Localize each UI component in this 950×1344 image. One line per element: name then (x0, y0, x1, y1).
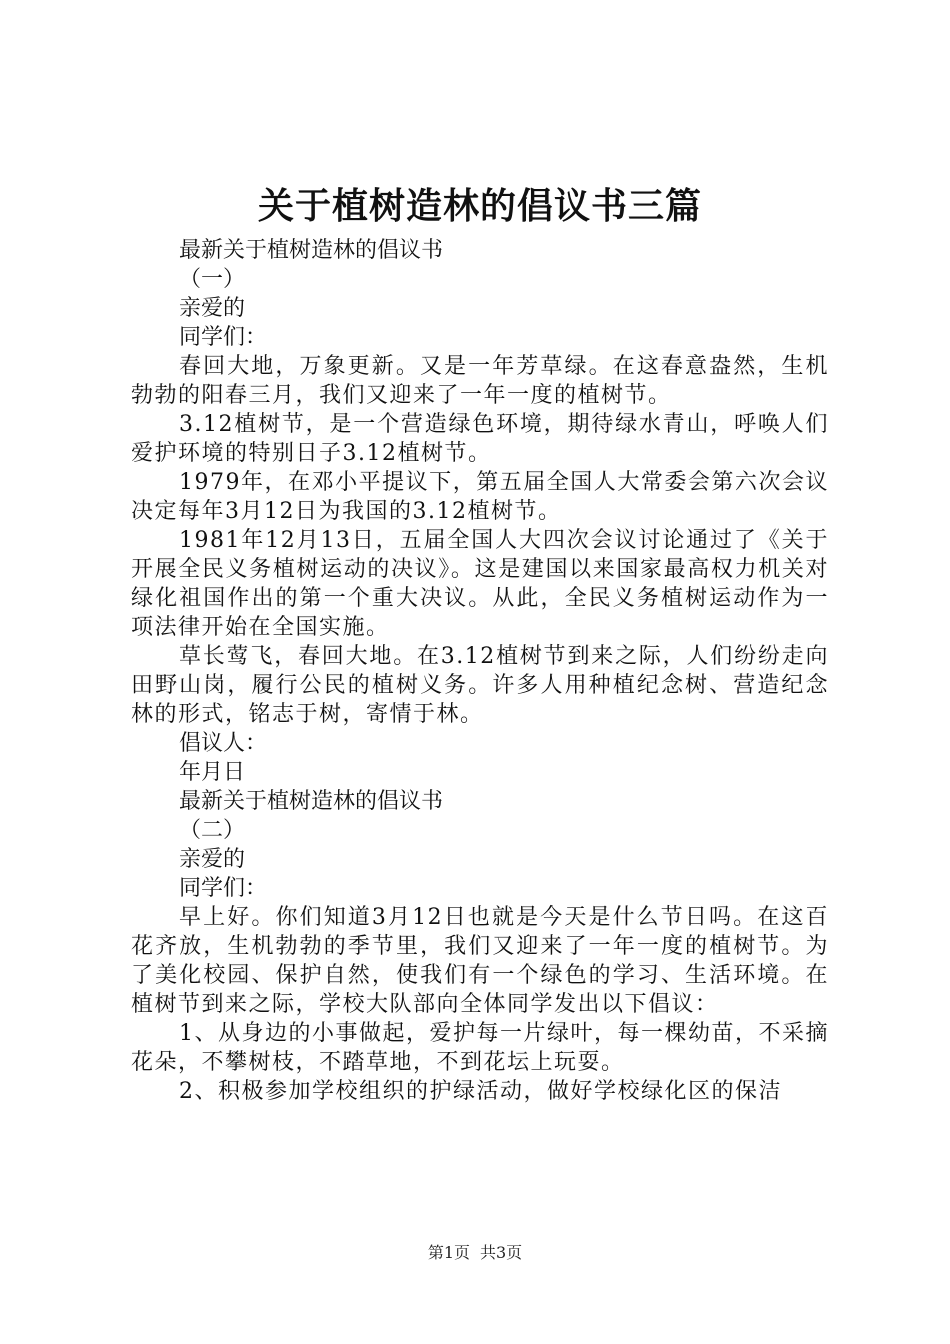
page-total: 共3页 (480, 1243, 523, 1262)
section-number-1: （一） (179, 267, 246, 292)
salutation-line-1: 亲爱的 (179, 296, 246, 321)
date-label: 年月日 (179, 760, 246, 785)
body-paragraph: 1981年12月13日，五届全国人大四次会议讨论通过了《关于开展全民义务植树运动的决议》。这是建国以来国家最高权力机关对绿化祖国作出的第一个重大决议。从此，全民义务植树运动作为一项法律开始在全国实施。 (131, 528, 829, 640)
section-heading-1: 最新关于植树造林的倡议书 (179, 238, 444, 263)
body-paragraph: 春回大地，万象更新。又是一年芳草绿。在这春意盎然，生机勃勃的阳春三月，我们又迎来了一年一度的植树节。 (131, 354, 829, 408)
section-heading-2: 最新关于植树造林的倡议书 (179, 789, 444, 814)
body-paragraph: 早上好。你们知道3月12日也就是今天是什么节日吗。在这百花齐放，生机勃勃的季节里，我们又迎来了一年一度的植树节。为了美化校园、保护自然，使我们有一个绿色的学习、生活环境。在植树节到来之际，学校大队部向全体同学发出以下倡议： (131, 905, 829, 1017)
section-number-2: （二） (179, 818, 246, 843)
body-paragraph: 草长莺飞，春回大地。在3.12植树节到来之际，人们纷纷走向田野山岗，履行公民的植树义务。许多人用种植纪念树、营造纪念林的形式，铭志于树，寄情于林。 (131, 644, 829, 727)
salutation-line-1: 亲爱的 (179, 847, 246, 872)
signature-label: 倡议人： (179, 731, 268, 756)
page-number: 第1页 (427, 1243, 470, 1262)
document-title: 关于植树造林的倡议书三篇 (257, 186, 702, 227)
body-paragraph: 2、积极参加学校组织的护绿活动，做好学校绿化区的保洁 (179, 1079, 782, 1104)
salutation-line-2: 同学们： (179, 876, 268, 901)
body-paragraph: 1979年，在邓小平提议下，第五届全国人大常委会第六次会议决定每年3月12日为我国的3.12植树节。 (131, 470, 829, 524)
page-footer (0, 1240, 950, 1263)
salutation-line-2: 同学们： (179, 325, 268, 350)
body-paragraph: 1、从身边的小事做起，爱护每一片绿叶，每一棵幼苗，不采摘花朵，不攀树枝，不踏草地，不到花坛上玩耍。 (131, 1021, 829, 1075)
body-paragraph: 3.12植树节，是一个营造绿色环境，期待绿水青山，呼唤人们爱护环境的特别日子3.12植树节。 (131, 412, 829, 466)
